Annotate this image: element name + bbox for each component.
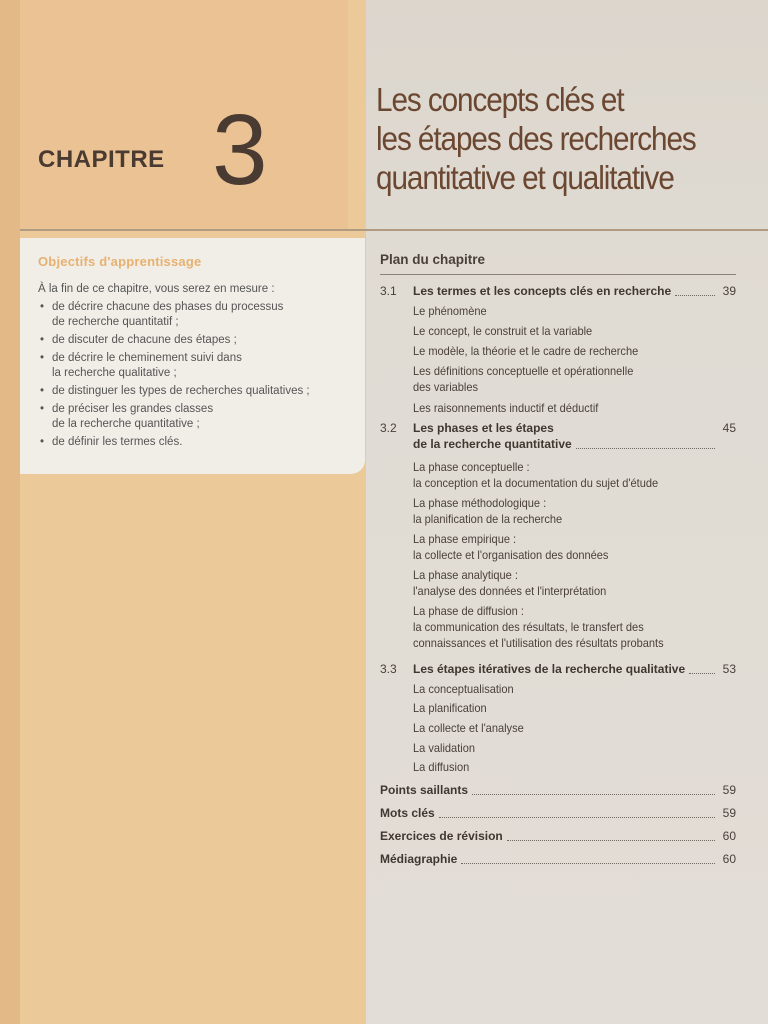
section-number: 3.3 [380,662,397,676]
subsection-line: Le modèle, la théorie et le cadre de recherche [413,344,639,358]
subsection-line: La phase conceptuelle : [413,460,530,474]
section-number: 3.1 [380,284,397,298]
objective-text: de distinguer les types de recherches qualitatives ; [52,385,310,397]
subsection-line: Le concept, le construit et la variable [413,324,593,338]
section-title-line: Les phases et les étapes [413,421,554,435]
subsection-item [413,303,487,319]
plan-heading: Plan du chapitre [380,252,486,267]
dot-leader [461,863,714,864]
section-number: 3.2 [380,421,397,435]
subsection-line: La conceptualisation [413,682,514,696]
page-number: 59 [722,806,736,820]
subsection-line: La collecte et l'analyse [413,721,524,735]
bullet-icon: • [40,436,45,448]
objective-item [38,351,358,381]
entry-title: Médiagraphie [380,852,458,866]
chapter-title-line: Les concepts clés et [376,81,624,118]
subsection-line: La phase méthodologique : [413,496,547,510]
subsection-line: la collecte et l'organisation des données [413,548,609,562]
subsection-line: La phase de diffusion : [413,604,524,618]
chapter-number: 3 [212,94,268,206]
section-title-line: de la recherche quantitative [413,437,572,451]
objective-text: la recherche qualitative ; [52,367,177,379]
subsection-line: des variables [413,380,479,394]
subsection-line: l'analyse des données et l'interprétation [413,584,607,598]
subsection-line: la conception et la documentation du sujet d'étude [413,476,659,490]
toc-section [380,420,736,452]
subsection-item [413,363,633,395]
page-number: 60 [722,829,736,843]
subsection-line: La phase analytique : [413,568,518,582]
page-number: 45 [722,421,736,435]
objective-item [38,333,358,348]
toc-extra-entry [380,851,736,867]
section-title-line: Les étapes itératives de la recherche qualitative [413,662,686,676]
subsection-item [413,720,524,736]
objective-item [38,384,358,399]
toc-section [380,661,736,677]
subsection-item [413,400,598,416]
objectives-heading: Objectifs d'apprentissage [38,254,202,269]
entry-title: Mots clés [380,806,435,820]
dot-leader [507,840,715,841]
header-divider [20,229,768,231]
objective-text: de discuter de chacune des étapes ; [52,334,237,346]
chapter-title-line: quantitative et qualitative [376,159,674,196]
toc-extra-entry [380,782,736,798]
page-number: 59 [722,783,736,797]
objective-text: de recherche quantitatif ; [52,316,179,328]
subsection-item [413,603,664,651]
dot-leader [675,295,715,296]
subsection-line: la planification de la recherche [413,512,563,526]
learning-objectives-box [20,238,365,474]
chapter-title [376,80,718,197]
subsection-item [413,700,487,716]
subsection-line: La phase empirique : [413,532,517,546]
objectives-intro: À la fin de ce chapitre, vous serez en mesure : [38,283,275,295]
subsection-item [413,567,606,599]
subsection-line: Les définitions conceptuelle et opérationnelle [413,364,634,378]
subsection-line: La planification [413,701,487,715]
subsection-item [413,681,514,697]
bullet-icon: • [40,301,45,313]
subsection-item [413,531,608,563]
plan-heading-rule [380,274,736,275]
page-number: 39 [722,284,736,298]
subsection-line: La validation [413,741,475,755]
objective-text: de préciser les grandes classes [52,403,214,415]
section-title [413,283,706,299]
objective-item [38,402,358,432]
subsection-item [413,323,592,339]
chapter-label: CHAPITRE [38,146,165,173]
section-title-line: Les termes et les concepts clés en recherche [413,284,672,298]
chapter-header-band [20,0,348,230]
subsection-line: Les raisonnements inductif et déductif [413,401,599,415]
subsection-line: la communication des résultats, le transfert des [413,620,644,634]
objective-item [38,435,358,450]
objective-text: de définir les termes clés. [52,436,183,448]
entry-title: Exercices de révision [380,829,503,843]
bullet-icon: • [40,385,45,397]
dot-leader [439,817,715,818]
subsection-item [413,740,475,756]
dot-leader [689,673,715,674]
bullet-icon: • [40,352,45,364]
section-title [413,661,706,677]
objective-item [38,300,358,330]
toc-extra-entry [380,828,736,844]
bullet-icon: • [40,334,45,346]
page-edge-strip [0,0,20,1024]
bullet-icon: • [40,403,45,415]
chapter-title-line: les étapes des recherches [376,120,696,157]
page-number: 53 [722,662,736,676]
entry-title: Points saillants [380,783,469,797]
subsection-line: Le phénomène [413,304,487,318]
subsection-line: connaissances et l'utilisation des résultats probants [413,636,664,650]
toc-extra-entry [380,805,736,821]
toc-section [380,283,736,299]
subsection-item [413,343,638,359]
subsection-item [413,759,469,775]
dot-leader [472,794,715,795]
subsection-line: La diffusion [413,760,470,774]
objective-text: de décrire chacune des phases du processus [52,301,284,313]
objective-text: de décrire le cheminement suivi dans [52,352,242,364]
dot-leader [576,448,715,449]
objective-text: de la recherche quantitative ; [52,418,200,430]
subsection-item [413,459,658,491]
objectives-list [38,300,358,453]
subsection-item [413,495,562,527]
page-number: 60 [722,852,736,866]
